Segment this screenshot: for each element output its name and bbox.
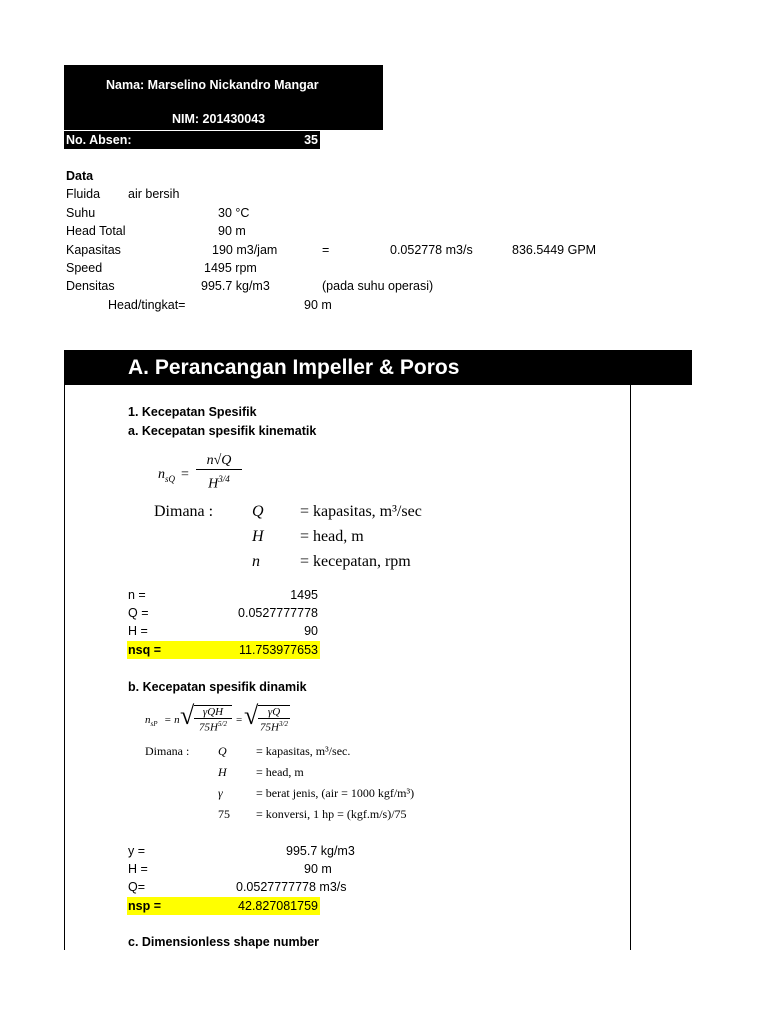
densitas-label: Densitas xyxy=(66,279,115,293)
kapasitas-equals: = xyxy=(322,243,330,257)
formula1-equals: = xyxy=(181,467,189,482)
nsq-value: 11.753977653 xyxy=(238,643,318,657)
formula2-desc-h: = head, m xyxy=(256,765,304,779)
calc1-q-value: 0.0527777778 xyxy=(238,606,318,620)
sub-kecepatan-spesifik: 1. Kecepatan Spesifik xyxy=(128,405,257,419)
nsp-value: 42.827081759 xyxy=(238,899,318,913)
kapasitas-value: 190 m3/jam xyxy=(212,243,278,257)
calc1-h-label: H = xyxy=(128,624,148,638)
sub-kinematik: a. Kecepatan spesifik kinematik xyxy=(128,424,317,438)
data-title: Data xyxy=(66,169,94,183)
formula2-radical2: √ xyxy=(244,701,259,730)
suhu-label: Suhu xyxy=(66,206,96,220)
student-nim: NIM: 201430043 xyxy=(172,112,266,126)
formula2-rad1-num: γQH xyxy=(194,705,232,719)
nsp-label: nsp = xyxy=(128,899,161,913)
formula1-denominator: $H^{3/4}$ xyxy=(208,474,230,492)
formula2-rad1-den: $75H^{5/2}$ xyxy=(199,720,227,734)
head-tingkat-label: Head/tingkat= xyxy=(108,298,186,312)
calc1-h-value: 90 xyxy=(304,624,318,638)
calc2-q-value: 0.0527777778 m3/s xyxy=(236,880,347,894)
formula2-desc-gamma: = berat jenis, (air = 1000 kgf/m³) xyxy=(256,786,415,800)
calc2-q-label: Q= xyxy=(128,880,146,894)
formula2-eq1: = n xyxy=(164,714,180,726)
calc2-h-label: H = xyxy=(128,862,148,876)
calc1-n-value: 1495 xyxy=(290,588,318,602)
formula2-desc-75: = konversi, 1 hp = (kgf.m/s)/75 xyxy=(256,807,407,821)
formula2-desc-q: = kapasitas, m³/sec. xyxy=(256,744,351,758)
calc1-q-label: Q = xyxy=(128,606,149,620)
formula1-dimana: Dimana : xyxy=(154,503,214,520)
formula1-lhs: $n_{sQ}$ xyxy=(158,467,176,484)
speed-label: Speed xyxy=(66,261,103,275)
absen-label: No. Absen: xyxy=(66,133,132,147)
formula2-sym-gamma: γ xyxy=(218,786,223,800)
absen-value: 35 xyxy=(304,133,318,147)
head-value: 90 m xyxy=(218,224,246,238)
student-name: Nama: Marselino Nickandro Mangar xyxy=(106,78,319,92)
fluida-label: Fluida xyxy=(66,187,101,201)
formula1-desc-n: = kecepatan, rpm xyxy=(300,553,411,570)
kapasitas-gpm: 836.5449 GPM xyxy=(512,243,597,257)
formula2-lhs: $n_{sP}$ xyxy=(145,714,158,729)
formula2-eq2: = xyxy=(236,714,243,726)
formula2-rad2-num: γQ xyxy=(258,705,290,719)
calc2-y-label: y = xyxy=(128,844,146,858)
sub-dinamik: b. Kecepatan spesifik dinamik xyxy=(128,680,307,694)
formula1-desc-q: = kapasitas, m³/sec xyxy=(300,503,422,520)
kapasitas-m3s: 0.052778 m3/s xyxy=(390,243,473,257)
formula2-radical1: √ xyxy=(180,701,195,730)
formula2-sym-q: Q xyxy=(218,744,227,758)
suhu-value: 30 °C xyxy=(218,206,250,220)
calc2-h-value: 90 m xyxy=(304,862,332,876)
calc2-y-value: 995.7 kg/m3 xyxy=(286,844,355,858)
nsq-label: nsq = xyxy=(128,643,161,657)
fluida-value: air bersih xyxy=(128,187,180,201)
formula1-sym-h: H xyxy=(252,528,264,545)
kapasitas-label: Kapasitas xyxy=(66,243,121,257)
densitas-value: 995.7 kg/m3 xyxy=(201,279,270,293)
speed-value: 1495 rpm xyxy=(204,261,257,275)
calc1-n-label: n = xyxy=(128,588,146,602)
formula1-numerator: n√Q xyxy=(196,453,242,470)
formula1-desc-h: = head, m xyxy=(300,528,364,545)
formula2-dimana: Dimana : xyxy=(145,744,190,758)
formula2-sym-75: 75 xyxy=(218,807,230,821)
box-left-border xyxy=(64,385,65,950)
formula2-rad2-den: $75H^{3/2}$ xyxy=(260,720,288,734)
sub-dimensionless: c. Dimensionless shape number xyxy=(128,935,320,949)
head-tingkat-value: 90 m xyxy=(304,298,332,312)
formula1-sym-q: Q xyxy=(252,503,264,520)
densitas-note: (pada suhu operasi) xyxy=(322,279,434,293)
formula2-sym-h: H xyxy=(218,765,227,779)
section-a-title: A. Perancangan Impeller & Poros xyxy=(128,356,460,379)
head-label: Head Total xyxy=(66,224,126,238)
box-right-border xyxy=(630,350,631,950)
formula1-sym-n: n xyxy=(252,553,260,570)
